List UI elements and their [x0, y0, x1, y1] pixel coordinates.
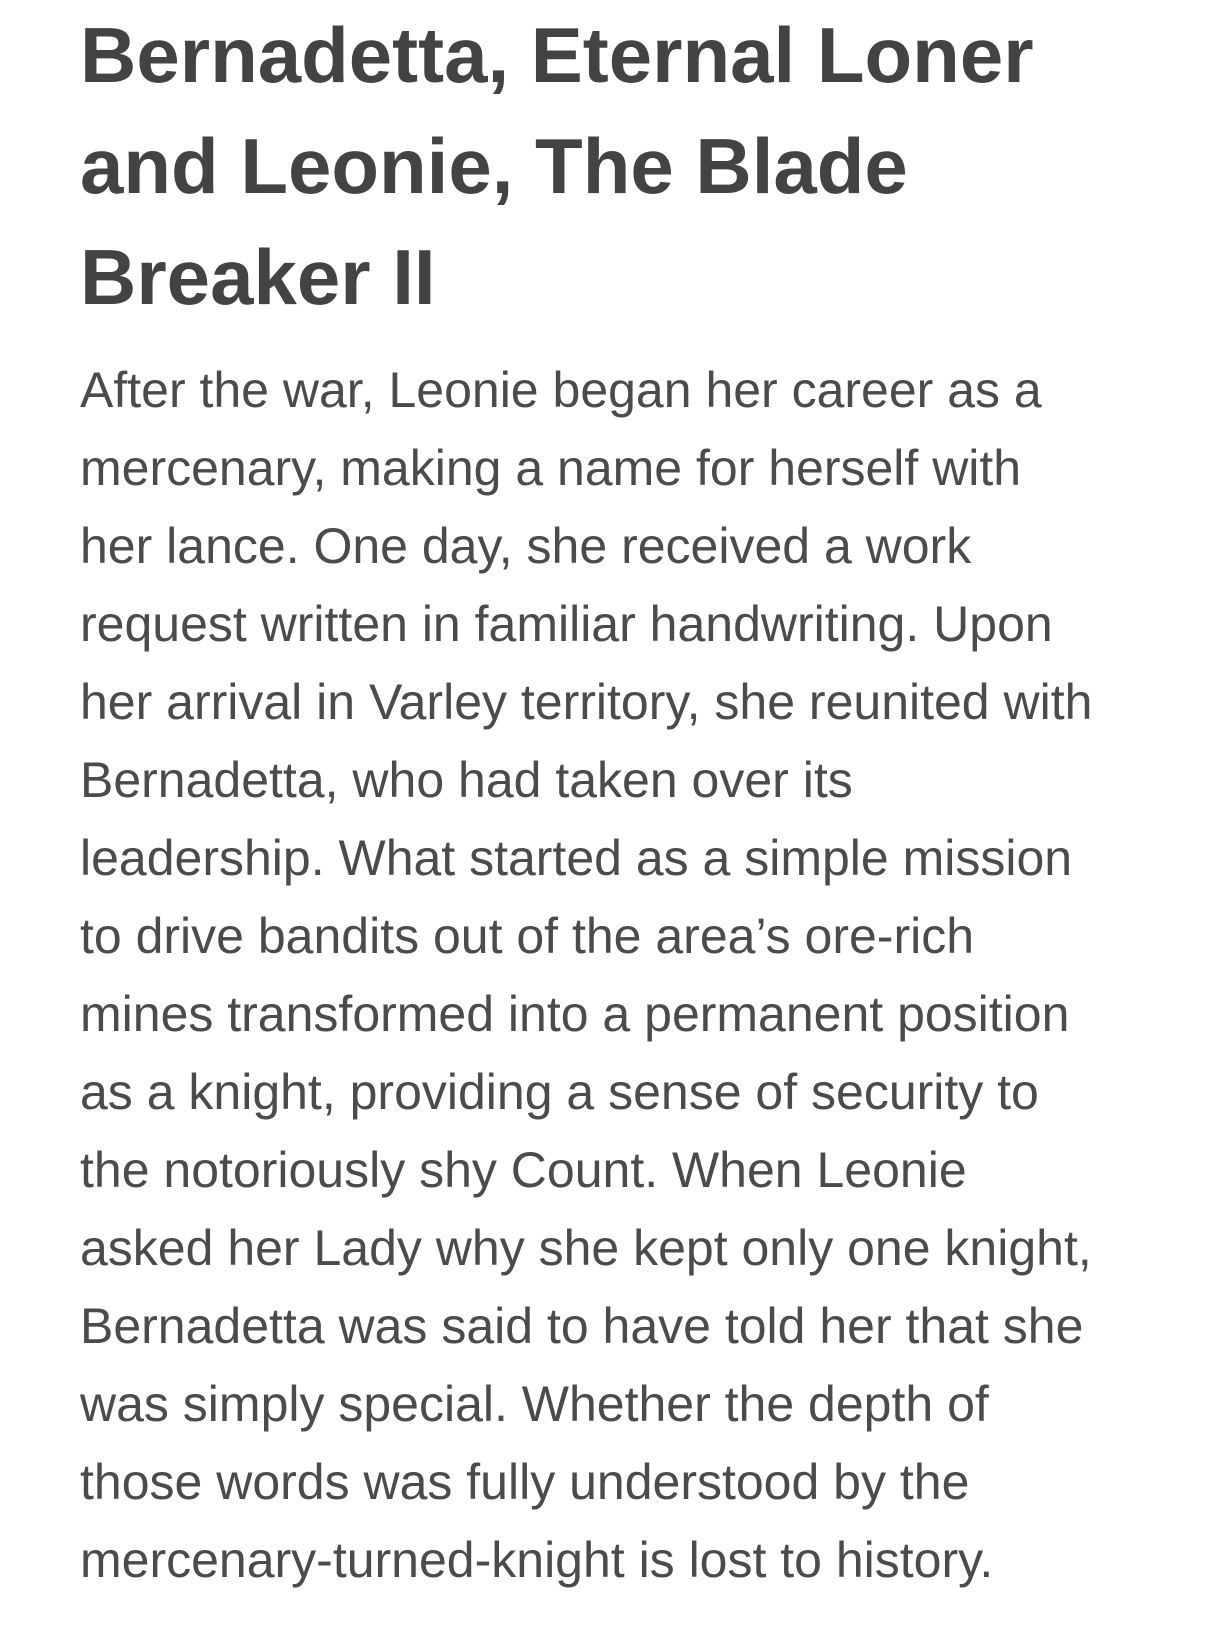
- ending-paragraph: After the war, Leonie began her career as a mercenary, making a name for herself with her lance. One day, she received a work request written in familiar handwriting. Upon her arrival in Varley territory, she reunited with Bernadetta, who had taken over its leadership. What started as a simple mission to drive bandits out of the area’s ore-rich mines transformed into a permanent position as a knight, providing a sense of security to the notoriously shy Count. When Leonie asked her Lady why she kept only one knight, Bernadetta was said to have told her that she was simply special. Whether the depth of those words was fully understood by the mercenary-turned-knight is lost to history.: [80, 362, 1093, 1588]
- page-title: Bernadetta, Eternal Loner and Leonie, The Blade Breaker II: [80, 11, 1034, 321]
